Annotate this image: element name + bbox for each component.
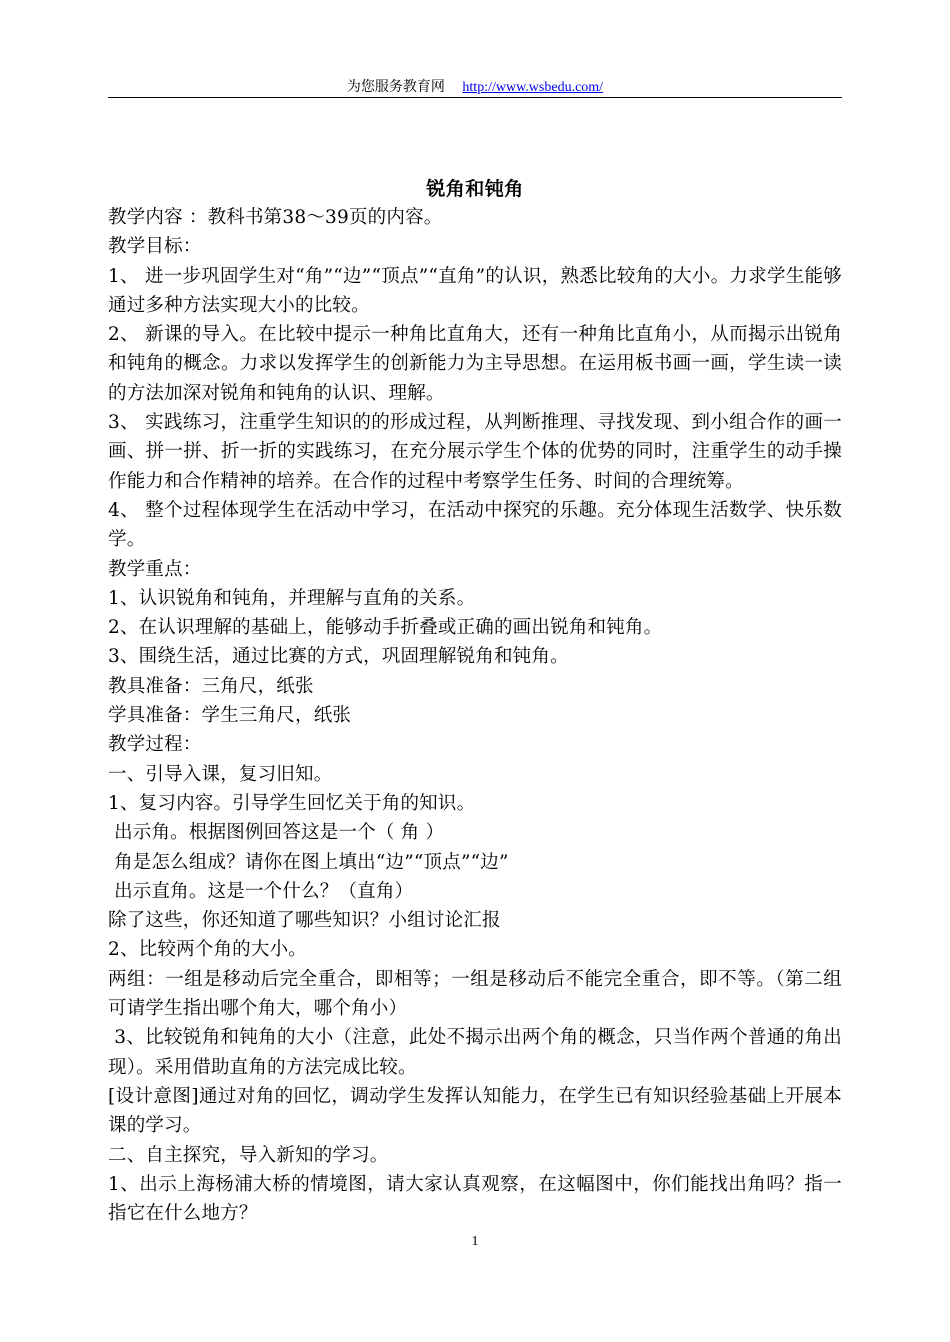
page-header [108, 76, 842, 96]
paragraph-show-angle: 出示角。根据图例回答这是一个（ 角 ） [108, 822, 445, 844]
header-divider [108, 97, 842, 98]
paragraph-objective-2: 2、 新课的导入。在比较中提示一种角比直角大，还有一种角比直角小，从而揭示出锐角和钝角的概念。力求以发挥学生的创新能力为主导思想。在运用板书画一画，学生读一读的方法加深对锐角和钝角的认识、理解。 [108, 324, 842, 404]
paragraph-angle-parts: 角是怎么组成？请你在图上填出“边”“顶点”“边” [108, 851, 509, 873]
page-number: 1 [471, 1234, 479, 1249]
paragraph-bridge-scene: 1、出示上海杨浦大桥的情境图，请大家认真观察，在这幅图中，你们能找出角吗？指一指它在什么地方？ [108, 1173, 842, 1225]
header-site-link[interactable]: http://www.wsbedu.com/ [462, 80, 604, 95]
paragraph-objective-4: 4、 整个过程体现学生在活动中学习，在活动中探究的乐趣。充分体现生活数学、快乐数学。 [108, 499, 842, 551]
paragraph-group-discussion: 除了这些，你还知道了哪些知识？小组讨论汇报 [108, 910, 501, 932]
paragraph-right-angle: 出示直角。这是一个什么？（直角） [108, 880, 414, 902]
paragraph-keypoint-3: 3、围绕生活，通过比赛的方式，巩固理解锐角和钝角。 [108, 646, 569, 668]
paragraph-section-2-heading: 二、自主探究，导入新知的学习。 [108, 1144, 389, 1166]
paragraph-design-intent: [设计意图]通过对角的回忆，调动学生发挥认知能力，在学生已有知识经验基础上开展本课的学习。 [108, 1085, 842, 1137]
paragraph-student-tools: 学具准备：学生三角尺，纸张 [108, 705, 352, 727]
paragraph-objective-1: 1、 进一步巩固学生对“角”“边”“顶点”“直角”的认识，熟悉比较角的大小。力求学生能够通过多种方法实现大小的比较。 [108, 265, 842, 316]
paragraph-objective-3: 3、 实践练习，注重学生知识的的形成过程，从判断推理、寻找发现、到小组合作的画一画、拼一拼、折一折的实践练习，在充分展示学生个体的优势的同时，注重学生的动手操作能力和合作精神的培养。在合作的过程中考察学生任务、时间的合理统筹。 [108, 412, 842, 492]
paragraph-compare-angles: 2、比较两个角的大小。 [108, 939, 307, 961]
paragraph-compare-acute-obtuse: 3、比较锐角和钝角的大小（注意，此处不揭示出两个角的概念，只当作两个普通的角出现）。采用借助直角的方法完成比较。 [108, 1027, 842, 1078]
paragraph-section-1-heading: 一、引导入课，复习旧知。 [108, 763, 333, 785]
header-site-name: 为您服务教育网 [346, 80, 445, 95]
paragraph-keypoints-heading: 教学重点： [108, 558, 202, 580]
paragraph-two-groups: 两组：一组是移动后完全重合，即相等；一组是移动后不能完全重合，即不等。（第二组可请学生指出哪个角大，哪个角小） [108, 968, 842, 1020]
document-body [108, 203, 842, 1228]
paragraph-keypoint-2: 2、在认识理解的基础上，能够动手折叠或正确的画出锐角和钝角。 [108, 617, 663, 639]
paragraph-objectives-heading: 教学目标： [108, 236, 202, 258]
paragraph-process-heading: 教学过程： [108, 734, 202, 756]
paragraph-review: 1、复习内容。引导学生回忆关于角的知识。 [108, 792, 476, 814]
paragraph-teaching-tools: 教具准备：三角尺，纸张 [108, 675, 314, 697]
paragraph-keypoint-1: 1、认识锐角和钝角，并理解与直角的关系。 [108, 587, 476, 609]
document-title: 锐角和钝角 [426, 178, 524, 200]
paragraph-content: 教学内容 ：教科书第38～39页的内容。 [108, 207, 443, 228]
